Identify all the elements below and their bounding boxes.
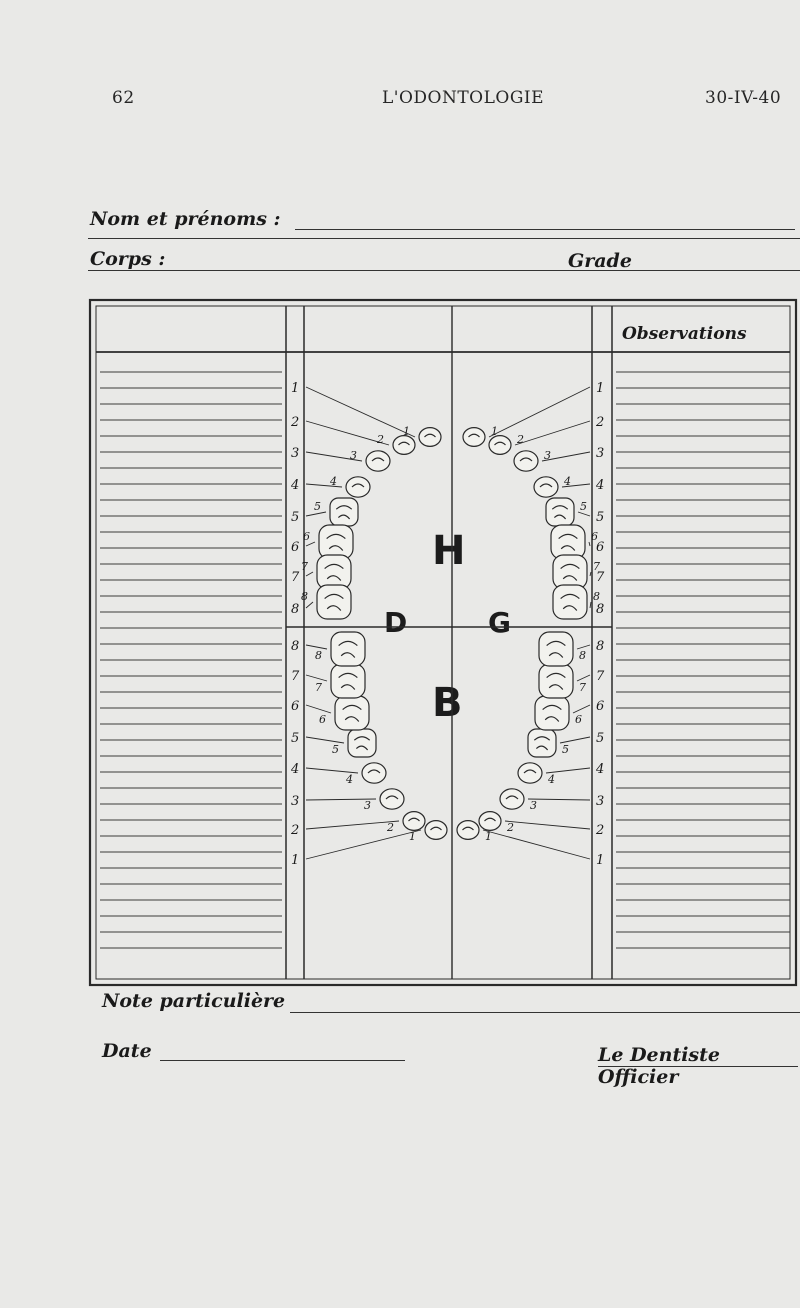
tooth-number-upper-left: 8 [596, 602, 605, 617]
tooth-number-lower-left: 6 [596, 699, 605, 714]
inner-tooth-number: 6 [319, 713, 326, 726]
tooth-upper-right-5 [330, 498, 358, 526]
inner-tooth-number: 7 [579, 681, 586, 694]
tooth-lower-left-1 [457, 821, 479, 840]
leader-line [515, 421, 590, 445]
inner-tooth-number: 6 [303, 530, 310, 543]
tooth-number-lower-right: 2 [291, 823, 300, 838]
corps-label: Corps : [90, 248, 166, 270]
tooth-upper-left-3 [514, 451, 538, 471]
tooth-number-upper-right: 8 [291, 602, 300, 617]
inner-tooth-number: 4 [548, 773, 555, 786]
tooth-number-upper-left: 5 [596, 510, 605, 525]
leader-line [505, 821, 590, 829]
inner-tooth-number: 2 [377, 433, 384, 446]
leader-line [573, 705, 590, 713]
inner-tooth-number: 6 [591, 530, 598, 543]
signature-label: Le Dentiste Officier [598, 1044, 720, 1088]
tooth-number-lower-right: 3 [291, 794, 300, 809]
inner-tooth-number: 5 [580, 500, 587, 513]
tooth-number-lower-left: 3 [596, 794, 605, 809]
tooth-number-upper-left: 7 [596, 570, 605, 585]
inner-tooth-number: 1 [491, 425, 498, 438]
inner-tooth-number: 4 [564, 475, 571, 488]
leader-line [590, 602, 591, 608]
tooth-number-lower-left: 8 [596, 639, 605, 654]
leader-line [589, 542, 590, 546]
leader-line [306, 705, 331, 713]
tooth-number-lower-right: 7 [291, 669, 300, 684]
inner-tooth-number: 5 [332, 743, 339, 756]
leader-line [590, 572, 591, 576]
quadrant-b: B [432, 680, 463, 726]
issue-date: 30-IV-40 [705, 88, 782, 108]
tooth-lower-left-2 [479, 812, 501, 831]
tooth-upper-right-4 [346, 477, 370, 497]
inner-tooth-number: 4 [330, 475, 337, 488]
inner-tooth-number: 6 [575, 713, 582, 726]
tooth-lower-right-6 [335, 696, 369, 730]
inner-tooth-number: 3 [530, 799, 537, 812]
inner-tooth-number: 4 [346, 773, 353, 786]
name-label: Nom et prénoms : [90, 208, 281, 230]
tooth-number-upper-right: 5 [291, 510, 300, 525]
inner-tooth-number: 2 [387, 821, 394, 834]
tooth-lower-left-7 [539, 664, 573, 698]
inner-tooth-number: 1 [485, 830, 492, 843]
leader-line [528, 799, 590, 800]
tooth-lower-right-8 [331, 632, 365, 666]
inner-tooth-number: 2 [517, 433, 524, 446]
journal-title: L'ODONTOLOGIE [382, 88, 545, 108]
leader-line [306, 830, 421, 859]
tooth-lower-left-3 [500, 789, 524, 809]
inner-tooth-number: 8 [579, 649, 586, 662]
tooth-number-lower-right: 6 [291, 699, 300, 714]
grade-label: Grade [568, 250, 632, 272]
inner-tooth-number: 8 [593, 590, 600, 603]
tooth-number-lower-right: 4 [291, 762, 300, 777]
tooth-upper-right-2 [393, 436, 415, 455]
tooth-lower-left-5 [528, 729, 556, 757]
tooth-number-lower-right: 8 [291, 639, 300, 654]
tooth-lower-right-7 [331, 664, 365, 698]
tooth-lower-left-6 [535, 696, 569, 730]
tooth-number-upper-left: 3 [596, 446, 605, 461]
tooth-lower-left-8 [539, 632, 573, 666]
tooth-number-upper-left: 2 [596, 415, 605, 430]
tooth-number-upper-right: 7 [291, 570, 300, 585]
inner-tooth-number: 3 [350, 449, 357, 462]
tooth-number-upper-right: 3 [291, 446, 300, 461]
note-label: Note particulière [102, 990, 286, 1012]
inner-tooth-number: 3 [544, 449, 551, 462]
leader-line [483, 830, 590, 859]
tooth-lower-right-2 [403, 812, 425, 831]
inner-tooth-number: 8 [301, 590, 308, 603]
inner-tooth-number: 3 [364, 799, 371, 812]
tooth-number-lower-left: 5 [596, 731, 605, 746]
tooth-upper-left-8 [553, 585, 587, 619]
date-label: Date [102, 1040, 152, 1062]
inner-tooth-number: 1 [409, 830, 416, 843]
tooth-number-upper-left: 4 [596, 478, 605, 493]
inner-tooth-number: 5 [314, 500, 321, 513]
tooth-number-lower-left: 7 [596, 669, 605, 684]
tooth-number-upper-right: 6 [291, 540, 300, 555]
leader-line [489, 387, 590, 437]
tooth-upper-left-5 [546, 498, 574, 526]
tooth-upper-left-2 [489, 436, 511, 455]
inner-tooth-number: 1 [403, 425, 410, 438]
tooth-lower-right-5 [348, 729, 376, 757]
inner-tooth-number: 8 [315, 649, 322, 662]
tooth-number-lower-left: 4 [596, 762, 605, 777]
tooth-upper-right-8 [317, 585, 351, 619]
tooth-lower-right-1 [425, 821, 447, 840]
tooth-lower-right-3 [380, 789, 404, 809]
inner-tooth-number: 5 [562, 743, 569, 756]
quadrant-d: D [384, 606, 408, 639]
inner-tooth-number: 7 [315, 681, 322, 694]
tooth-number-upper-right: 1 [291, 381, 300, 396]
inner-tooth-number: 7 [593, 560, 600, 573]
inner-tooth-number: 7 [301, 560, 308, 573]
tooth-upper-left-7 [553, 555, 587, 589]
tooth-upper-right-6 [319, 525, 353, 559]
tooth-lower-right-4 [362, 763, 386, 783]
quadrant-g: G [488, 606, 511, 639]
leader-line [306, 387, 415, 437]
tooth-number-upper-right: 2 [291, 415, 300, 430]
tooth-upper-left-1 [463, 428, 485, 447]
quadrant-h: H [432, 528, 466, 574]
inner-tooth-number: 2 [507, 821, 514, 834]
tooth-upper-left-6 [551, 525, 585, 559]
tooth-lower-left-4 [518, 763, 542, 783]
tooth-number-lower-right: 1 [291, 853, 300, 868]
page-number: 62 [112, 88, 135, 108]
tooth-number-lower-right: 5 [291, 731, 300, 746]
tooth-upper-right-7 [317, 555, 351, 589]
leader-line [306, 821, 399, 829]
observations-label: Observations [622, 324, 747, 344]
tooth-upper-right-1 [419, 428, 441, 447]
tooth-number-lower-left: 2 [596, 823, 605, 838]
tooth-upper-left-4 [534, 477, 558, 497]
tooth-number-upper-left: 1 [596, 381, 605, 396]
tooth-upper-right-3 [366, 451, 390, 471]
tooth-number-upper-left: 6 [596, 540, 605, 555]
tooth-number-upper-right: 4 [291, 478, 300, 493]
tooth-number-lower-left: 1 [596, 853, 605, 868]
